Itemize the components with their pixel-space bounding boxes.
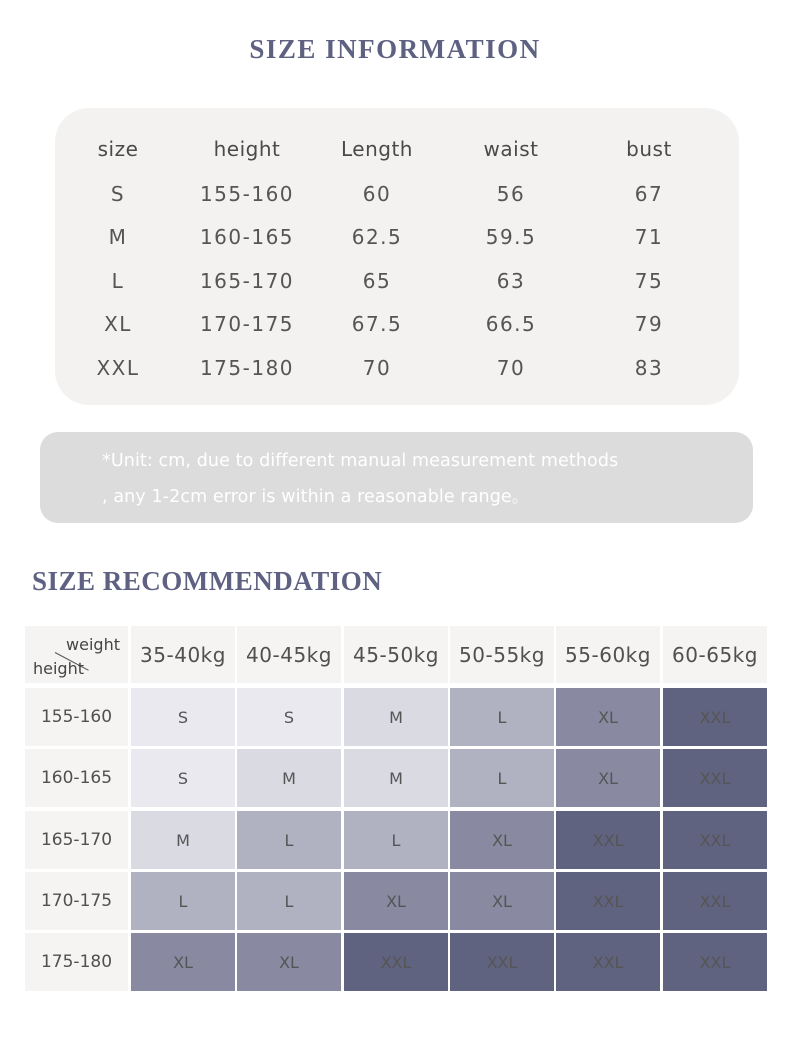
size-cell: XL bbox=[450, 872, 554, 930]
info-cell: 66.5 bbox=[485, 312, 537, 336]
info-header-cell: waist bbox=[483, 137, 539, 161]
info-cell: 71 bbox=[634, 225, 664, 249]
size-cell: S bbox=[131, 688, 235, 746]
info-cell: 70 bbox=[362, 356, 392, 380]
info-header-row bbox=[55, 137, 739, 167]
size-cell: M bbox=[237, 749, 341, 807]
size-cell: XL bbox=[131, 933, 235, 991]
info-cell: 67.5 bbox=[351, 312, 403, 336]
size-cell: M bbox=[344, 688, 448, 746]
info-cell: 62.5 bbox=[351, 225, 403, 249]
info-cell: 67 bbox=[634, 182, 664, 206]
weight-header-cell: 50-55kg bbox=[450, 626, 554, 683]
size-cell: XXL bbox=[663, 933, 767, 991]
size-cell: L bbox=[237, 872, 341, 930]
weight-header-cell: 60-65kg bbox=[663, 626, 767, 683]
info-cell: 160-165 bbox=[199, 225, 295, 249]
size-information-table bbox=[55, 108, 739, 405]
size-cell: XL bbox=[237, 933, 341, 991]
corner-weight-label: weight bbox=[66, 635, 120, 654]
info-header-cell: size bbox=[97, 137, 139, 161]
size-cell: L bbox=[237, 811, 341, 869]
info-cell: M bbox=[108, 225, 128, 249]
info-cell: XL bbox=[104, 312, 132, 336]
info-row bbox=[55, 225, 739, 255]
info-row bbox=[55, 182, 739, 212]
height-header-cell: 155-160 bbox=[25, 688, 128, 746]
size-cell: XXL bbox=[663, 688, 767, 746]
info-cell: 75 bbox=[634, 269, 664, 293]
size-cell: XXL bbox=[663, 811, 767, 869]
info-cell: S bbox=[110, 182, 126, 206]
info-cell: 79 bbox=[634, 312, 664, 336]
info-row bbox=[55, 312, 739, 342]
info-cell: 83 bbox=[634, 356, 664, 380]
size-cell: XXL bbox=[450, 933, 554, 991]
size-cell: L bbox=[344, 811, 448, 869]
weight-header-cell: 55-60kg bbox=[556, 626, 660, 683]
info-row bbox=[55, 269, 739, 299]
size-cell: L bbox=[450, 688, 554, 746]
height-header-cell: 170-175 bbox=[25, 872, 128, 930]
info-cell: 175-180 bbox=[199, 356, 295, 380]
info-cell: 60 bbox=[362, 182, 392, 206]
corner-height-label: height bbox=[33, 659, 84, 678]
corner-header-cell bbox=[25, 626, 128, 683]
size-cell: XL bbox=[344, 872, 448, 930]
size-cell: XXL bbox=[556, 933, 660, 991]
size-cell: XXL bbox=[663, 749, 767, 807]
size-cell: XL bbox=[450, 811, 554, 869]
info-cell: 170-175 bbox=[199, 312, 295, 336]
size-cell: XXL bbox=[556, 872, 660, 930]
size-cell: XXL bbox=[344, 933, 448, 991]
size-cell: L bbox=[450, 749, 554, 807]
size-cell: XL bbox=[556, 688, 660, 746]
height-header-cell: 160-165 bbox=[25, 749, 128, 807]
size-cell: S bbox=[131, 749, 235, 807]
weight-header-cell: 45-50kg bbox=[344, 626, 448, 683]
info-cell: L bbox=[111, 269, 125, 293]
weight-header-cell: 40-45kg bbox=[237, 626, 341, 683]
info-cell: 70 bbox=[496, 356, 526, 380]
info-cell: XXL bbox=[96, 356, 140, 380]
size-cell: XXL bbox=[556, 811, 660, 869]
size-cell: XXL bbox=[663, 872, 767, 930]
info-cell: 56 bbox=[496, 182, 526, 206]
size-recommendation-title: SIZE RECOMMENDATION bbox=[32, 566, 383, 596]
note-line-2: , any 1-2cm error is within a reasonable range。 bbox=[102, 487, 530, 507]
info-header-cell: height bbox=[213, 137, 281, 161]
size-recommendation-grid bbox=[25, 626, 767, 992]
info-cell: 59.5 bbox=[485, 225, 537, 249]
size-cell: XL bbox=[556, 749, 660, 807]
info-cell: 155-160 bbox=[199, 182, 295, 206]
size-cell: S bbox=[237, 688, 341, 746]
info-header-cell: Length bbox=[341, 137, 413, 161]
info-header-cell: bust bbox=[626, 137, 672, 161]
size-cell: M bbox=[131, 811, 235, 869]
weight-header-cell: 35-40kg bbox=[131, 626, 235, 683]
size-cell: L bbox=[131, 872, 235, 930]
info-row bbox=[55, 356, 739, 386]
info-cell: 63 bbox=[496, 269, 526, 293]
size-information-title: SIZE INFORMATION bbox=[249, 34, 541, 64]
height-header-cell: 175-180 bbox=[25, 933, 128, 991]
info-cell: 65 bbox=[362, 269, 392, 293]
info-cell: 165-170 bbox=[199, 269, 295, 293]
measurement-note bbox=[40, 432, 753, 523]
size-cell: M bbox=[344, 749, 448, 807]
note-line-1: *Unit: cm, due to different manual measurement methods bbox=[102, 451, 619, 471]
height-header-cell: 165-170 bbox=[25, 811, 128, 869]
